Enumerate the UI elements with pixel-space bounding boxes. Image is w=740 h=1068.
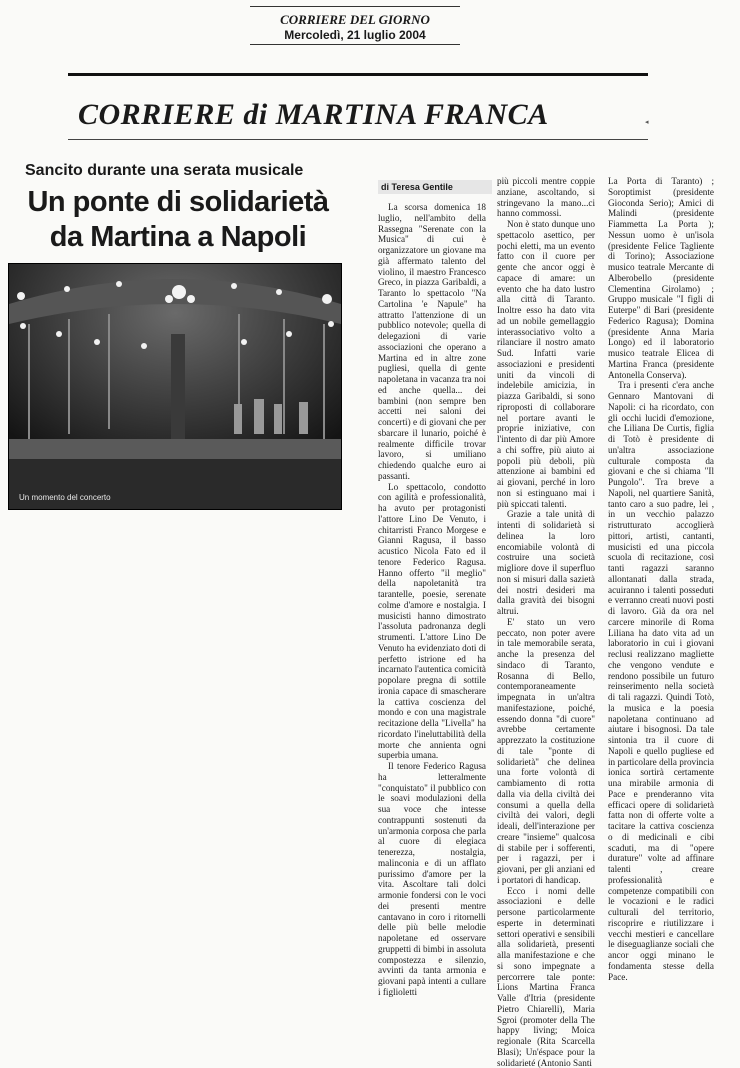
paragraph: Grazie a tale unità di intenti di solidarietà si delinea la loro encomiabile volontà di costruire una società migliore dove il superfluo non si misuri dalla sazietà dei nostri desideri ma dalla gravità dei bisogni altrui.: [497, 509, 595, 617]
article-column-2: [497, 176, 595, 1022]
article-kicker: Sancito durante una serata musicale: [25, 162, 335, 180]
headline-line-1: Un ponte di solidarietà: [8, 185, 348, 220]
headline-line-2: da Martina a Napoli: [8, 220, 348, 255]
article-column-3: [608, 176, 714, 1022]
paragraph: La Porta di Taranto) ; Soroptimist (presidente Gioconda Serio); Amici di Malindi (presidente Fiammetta La Porta ); Nessun uomo è un'isola (presidente Felice Tagliente di Torino); Associazione musico teatrale Mercante di Alberobello (presidente Clementina Girolamo) ; Gruppo musicale "I figli di Euterpe" di Bari (presidente Federico Ragusa); Domina (presidente Anna Maria Longo) ed il laboratorio musico teatrale Elicea di Martina Franca (presidente Antonella Conserva).: [608, 176, 714, 380]
concert-photo: [8, 263, 342, 510]
photo-caption: Un momento del concerto: [19, 493, 111, 502]
paragraph: Lo spettacolo, condotto con agilità e professionalità, ha avuto per protagonisti l'attore Lino De Venuto, i chitarristi Franco Morgese e Gianni Ragusa, il basso acustico Nicola Fato ed il tenore Federico Ragusa. Hanno offerto "il meglio" della napoletanità tra tarantelle, poesie, serenate colme d'amore e nostalgia. I musicisti hanno dimostrato l'assoluta padronanza degli strumenti. L'attore Lino De Venuto ha evidenziato doti di perfetto istrione ed ha incarnato l'autentica comicità popolare pregna di sottile ironia capace di smascherare la cattiva coscienza del mondo e con una magistrale recitazione della "Livella" ha ricordato l'ineluttabilità della morte che annienta ogni superbia umana.: [378, 482, 486, 762]
paragraph: Non è stato dunque uno spettacolo asettico, per pochi eletti, ma un evento fatto con il cuore per gente che ancor oggi è capace di amare: un evento che ha dato lustro alla città di Taranto. Inoltre esso ha dato vita ad un nobile gemellaggio interassociativo volto a rilanciare il nostro amato Sud. Infatti varie associazioni e presidenti uniti da vincoli di indelebile amicizia, in piazza Garibaldi, si sono riproposti di collaborare nel portare avanti le proprie iniziative, con l'intento di dar più Amore a chi soffre, più aiuto ai popoli più deboli, più attenzione ai bambini ed ai giovani, perché in loro non si estinguano mai i più spiccati talenti.: [497, 219, 595, 509]
section-title: CORRIERE di MARTINA FRANCA: [78, 98, 638, 132]
article-headline: [8, 185, 348, 255]
section-underline: [68, 139, 648, 140]
paragraph: Tra i presenti c'era anche Gennaro Mantovani di Napoli: ci ha ricordato, con gli occhi lucidi d'emozione, che Liliana De Curtis, figlia di Totò è presidente di un'altra associazione culturale composta da giovani e che si chiama "Il Pungolo". Tra breve a Napoli, nel quartiere Sanità, tanto caro a suo padre, lei , in un vecchio palazzo ristrutturato accoglierà pittori, artisti, cantanti, musicisti ed una piccola scuola di recitazione, così tanti ragazzi saranno allontanati dalla strada, acuiranno i talenti posseduti e verranno creati nuovi posti di lavoro. Già da ora nel carcere minorile di Roma Liliana ha dato vita ad un laboratorio in cui i giovani reclusi realizzano magliette che vengono vendute e rendono possibile un futuro reinserimento nella società di tali ragazzi. Quindi Totò, la musica e la poesia napoletana continuano ad aiutare i bisognosi. Da tale sintonia tra il cuore di Napoli e quello pugliese ed in particolare della provincia ionica sortirà certamente una mirabile armonia di Pace e prenderanno vita efficaci opere di solidarietà fatta non di offerte volte a tacitare la cattiva coscienza o di medicinali e cibi scaduti, ma di "opere durature" volte ad affinare talenti , creare professionalità e competenze compatibili con le vocazioni e le radici culturali del territorio, riscoprire e riutilizzare i vecchi mestieri e cancellare le diseguaglianze sociali che ancor oggi minano le fondamenta stesse della Pace.: [608, 380, 714, 982]
article-byline: di Teresa Gentile: [378, 180, 492, 194]
paragraph: La scorsa domenica 18 luglio, nell'ambito della Rassegna "Serenate con la Musica" di cui è organizzatore un giovane ma già affermato talento del violino, il maestro Francesco Greco, in piazza Garibaldi, a Taranto lo spettacolo "Na Cartolina 'e Napule" ha attratto l'attenzione di un pubblico notevole; quella di delegazioni di varie associazioni che operano a Martina ed in altre zone pugliesi, quella di gente napoletana in vacanza tra noi ed anche quella... dei bambini (non sempre ben accetti nei saloni dei concerti) e di giovani che per sbarcare il lunario, poiché è realmente difficile trovar lavoro, si umiliano chiedendo qualche euro ai passanti.: [378, 202, 486, 482]
paragraph: Ecco i nomi delle associazioni e delle persone particolarmente esperte in determinati settori operativi e sensibili alla solidarietà, presenti alla manifestazione e che si sono impegnate a percorrere tale ponte: Lions Martina Franca Valle d'Itria (presidente Pietro Chiarelli), Maria Sgroi (promoter della The happy living; Moica regionale (Rita Scarcella Blasi); Un'éspace pour la solidarieté (Antonio Santi: [497, 886, 595, 1068]
paragraph: E' stato un vero peccato, non poter avere in tale memorabile serata, anche la presenza del sindaco di Taranto, Rosanna di Bello, contemporaneamente impegnata in un'altra manifestazione, poiché, essendo donna "di cuore" avrebbe certamente apprezzato la costituzione di tale "ponte di solidarietà" che delinea una forte volontà di cambiamento di rotta dalla via della civiltà dei consumi a quella della civiltà dei valori, degli ideali, dell'interazione per creare "insieme" qualcosa di stabile per i sofferenti, per i ragazzi, per i giovani, per gli anziani ed i portatori di handicap.: [497, 617, 595, 886]
concert-photo-image: [9, 264, 341, 509]
article-column-1: [378, 202, 486, 1022]
newspaper-name: CORRIERE DEL GIORNO: [255, 12, 455, 28]
decorative-mark: ◂: [645, 118, 649, 126]
header-top-rule: [250, 6, 460, 7]
issue-date: Mercoledì, 21 luglio 2004: [255, 28, 455, 42]
paragraph: più piccoli mentre coppie anziane, ascoltando, si stringevano la mano...ci hanno commossi.: [497, 176, 595, 219]
header-bottom-rule: [250, 44, 460, 45]
section-rule: [68, 73, 648, 76]
paragraph: Il tenore Federico Ragusa ha letteralmente "conquistato" il pubblico con le soavi modulazioni della sua voce che intesse contrappunti sostenuti da un'armonia corposa che parla al cuore di elegiaca tenerezza, nostalgia, malinconia e di un afflato purissimo d'amore per la vita. Ascoltare tali dolci armonie fondersi con le voci dei presenti mentre cantavano in coro i ritornelli delle più belle melodie napoletane ed osservare gruppetti di bimbi in assoluta compostezza e silenzio, avvinti da tanta armonia e giovani papà intenti a cullare i figlioletti: [378, 761, 486, 998]
